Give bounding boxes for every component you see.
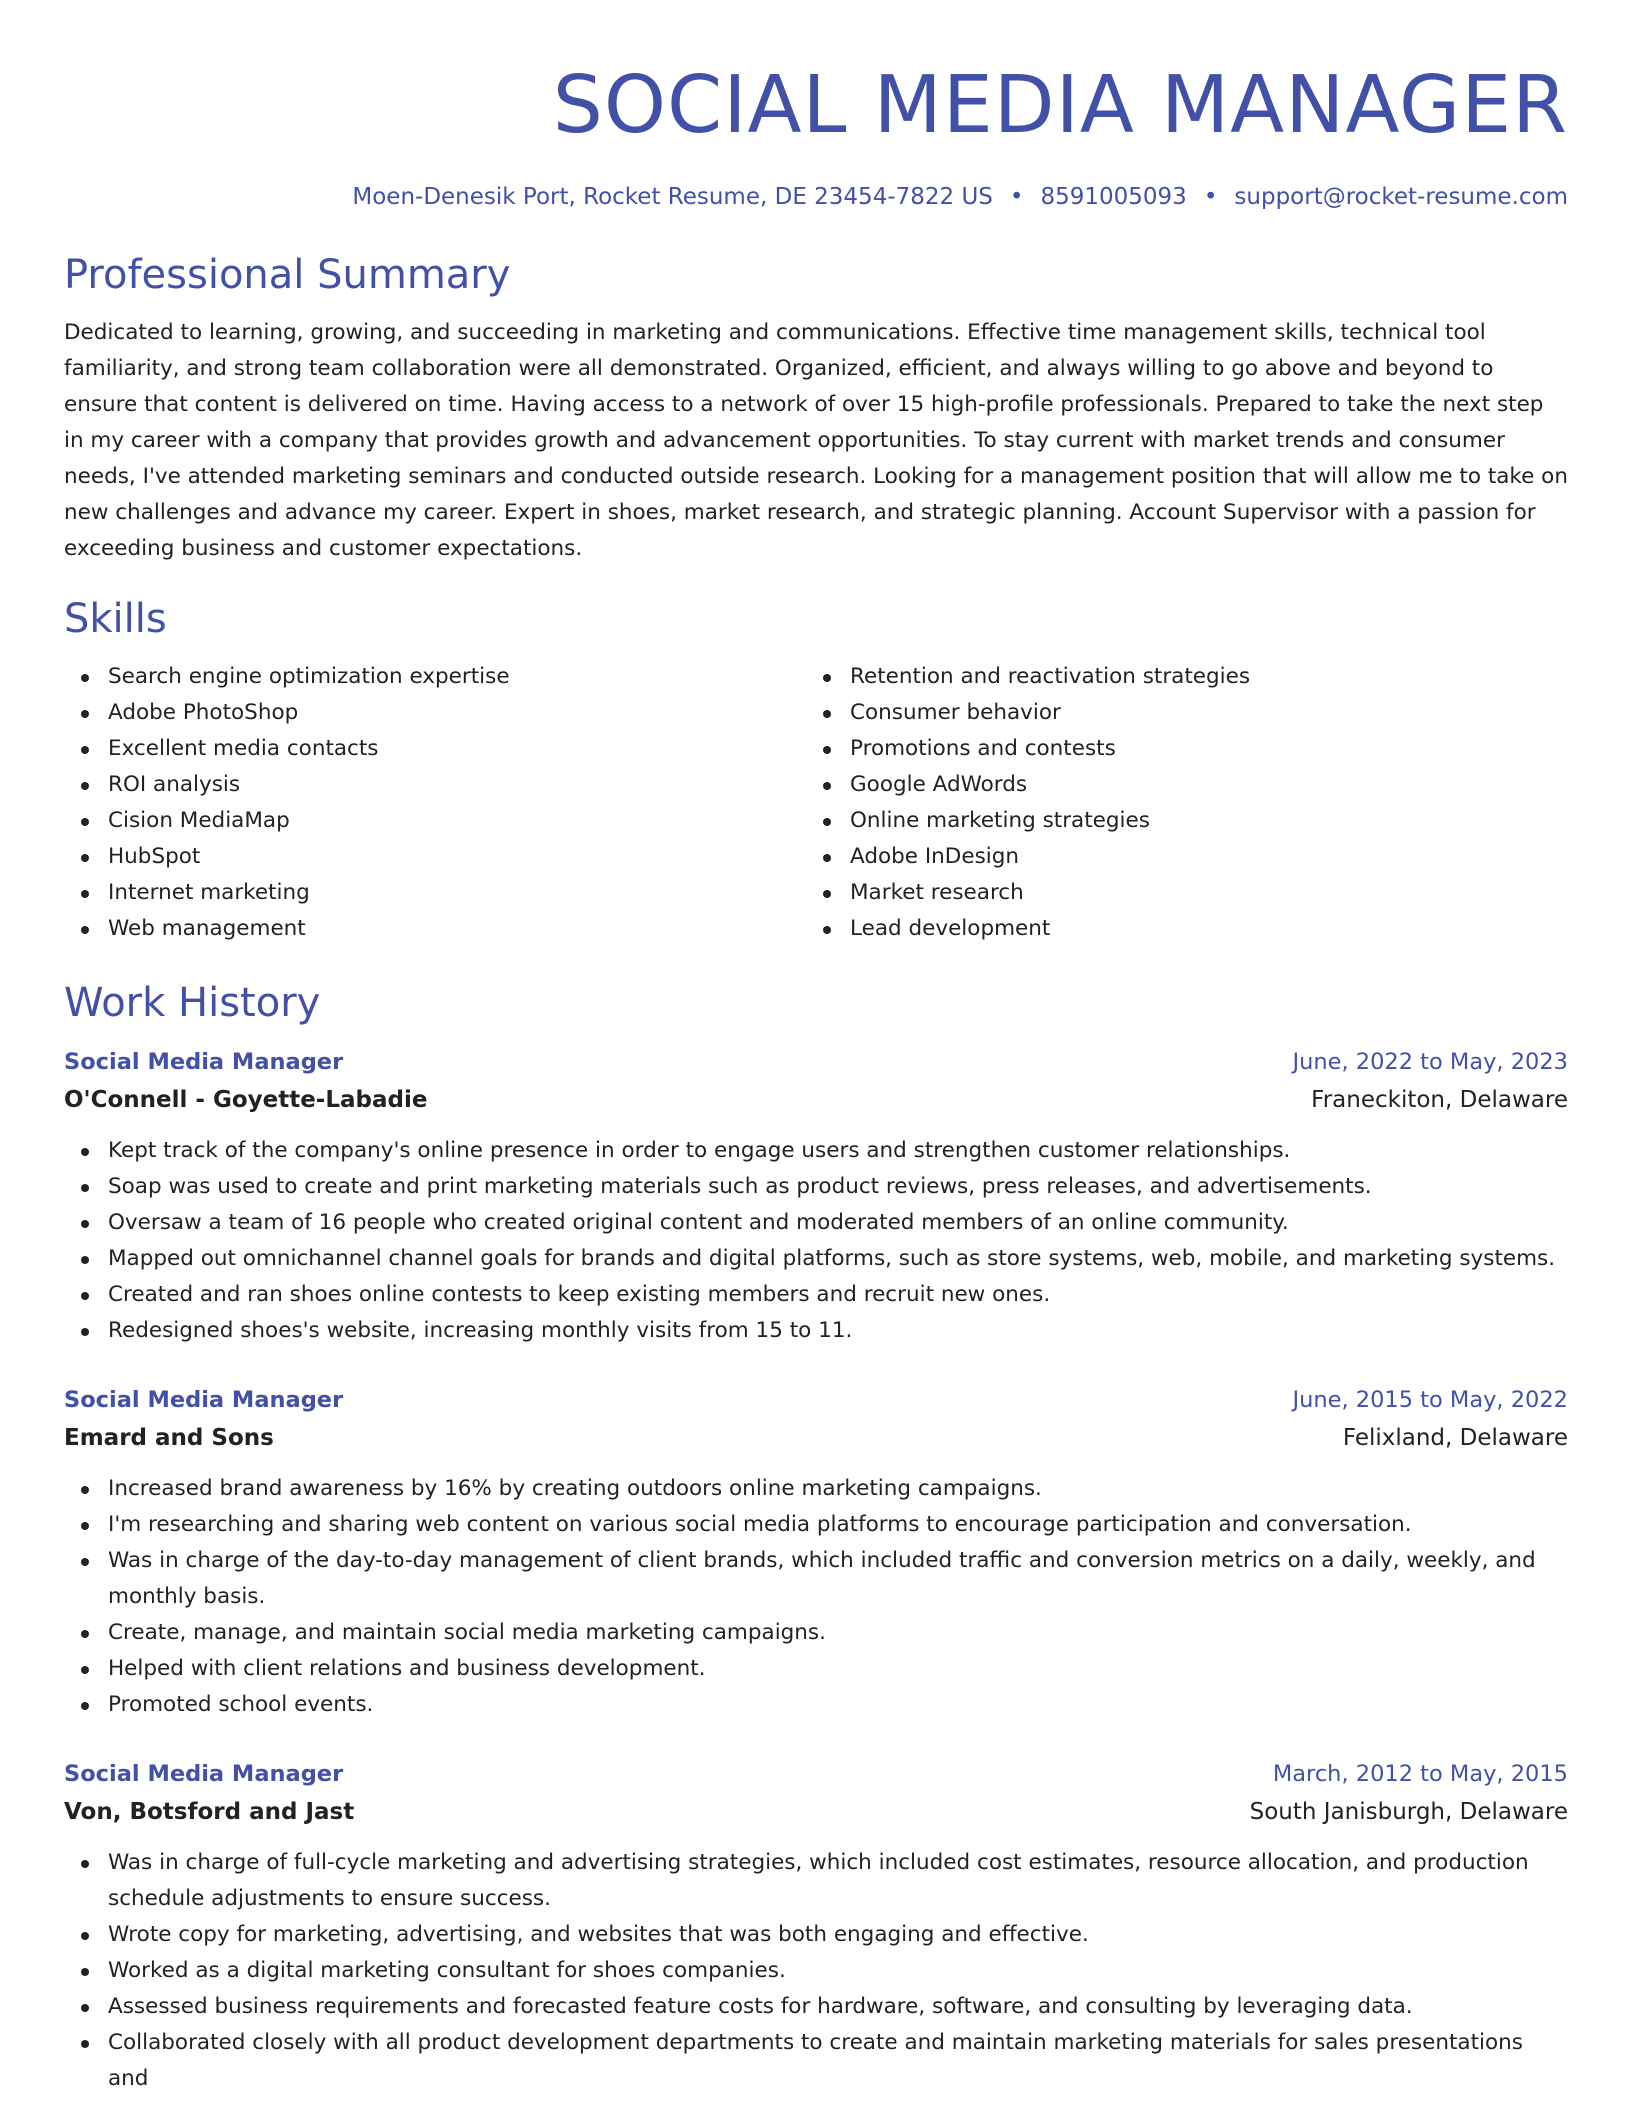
job-bullet: Redesigned shoes's website, increasing monthly visits from 15 to 11. — [64, 1313, 1568, 1349]
job-subheader — [64, 1793, 1568, 1831]
job-bullet: Soap was used to create and print marketing materials such as product reviews, press releases, and advertisements. — [64, 1169, 1568, 1205]
skill-item: Retention and reactivation strategies — [806, 659, 1548, 695]
skill-item: Google AdWords — [806, 767, 1548, 803]
job-bullet: Assessed business requirements and forecasted feature costs for hardware, software, and consulting by leveraging data. — [64, 1989, 1568, 2025]
job-bullet: Helped with client relations and business development. — [64, 1651, 1568, 1687]
work-history-heading: Work History — [64, 980, 321, 1026]
job-bullet: Oversaw a team of 16 people who created original content and moderated members of an online community. — [64, 1205, 1568, 1241]
skills-heading: Skills — [64, 596, 167, 642]
resume-name-heading: SOCIAL MEDIA MANAGER — [552, 59, 1568, 151]
job-bullet: Was in charge of full-cycle marketing and advertising strategies, which included cost estimates, resource allocation, and production schedule adjustments to ensure success. — [64, 1845, 1568, 1917]
job-bullet: Wrote copy for marketing, advertising, and websites that was both engaging and effective. — [64, 1917, 1568, 1953]
job-location: South Janisburgh, Delaware — [1249, 1799, 1568, 1825]
job-dates: June, 2015 to May, 2022 — [1292, 1387, 1568, 1413]
contact-line — [64, 180, 1568, 214]
job-company: Emard and Sons — [64, 1425, 274, 1451]
job-subheader — [64, 1419, 1568, 1457]
job-bullets — [64, 1133, 1568, 1349]
skill-item: Excellent media contacts — [64, 731, 806, 767]
job-bullet: Increased brand awareness by 16% by creating outdoors online marketing campaigns. — [64, 1471, 1568, 1507]
job-header — [64, 1043, 1568, 1081]
job-bullets — [64, 1471, 1568, 1723]
job-company: Von, Botsford and Jast — [64, 1799, 355, 1825]
skill-item: HubSpot — [64, 839, 806, 875]
skill-item: Online marketing strategies — [806, 803, 1548, 839]
skill-item: Internet marketing — [64, 875, 806, 911]
job-entry — [64, 1755, 1568, 2097]
job-location: Franeckiton, Delaware — [1311, 1087, 1568, 1113]
job-bullet: I'm researching and sharing web content on various social media platforms to encourage participation and conversation. — [64, 1507, 1568, 1543]
skill-item: Promotions and contests — [806, 731, 1548, 767]
job-entry — [64, 1043, 1568, 1349]
job-bullet: Kept track of the company's online presence in order to engage users and strengthen customer relationships. — [64, 1133, 1568, 1169]
contact-separator: • — [1009, 184, 1024, 210]
skills-list — [64, 659, 1568, 947]
skill-item: Adobe InDesign — [806, 839, 1548, 875]
skill-item: Market research — [806, 875, 1548, 911]
skills-column-left — [64, 659, 806, 947]
job-bullet: Worked as a digital marketing consultant for shoes companies. — [64, 1953, 1568, 1989]
job-bullet: Create, manage, and maintain social media marketing campaigns. — [64, 1615, 1568, 1651]
skill-item: ROI analysis — [64, 767, 806, 803]
summary-heading: Professional Summary — [64, 252, 511, 298]
job-header — [64, 1381, 1568, 1419]
job-title: Social Media Manager — [64, 1387, 344, 1413]
job-title: Social Media Manager — [64, 1049, 344, 1075]
job-dates: June, 2022 to May, 2023 — [1292, 1049, 1568, 1075]
contact-separator: • — [1203, 184, 1218, 210]
job-subheader — [64, 1081, 1568, 1119]
skill-item: Consumer behavior — [806, 695, 1548, 731]
job-dates: March, 2012 to May, 2015 — [1272, 1761, 1568, 1787]
resume-page — [64, 0, 1568, 2097]
address-text: Moen-Denesik Port, Rocket Resume, DE 23454-7822 US — [352, 184, 993, 210]
job-header — [64, 1755, 1568, 1793]
job-title: Social Media Manager — [64, 1761, 344, 1787]
skill-item: Lead development — [806, 911, 1548, 947]
email-text: support@rocket-resume.com — [1234, 184, 1568, 210]
job-company: O'Connell - Goyette-Labadie — [64, 1087, 428, 1113]
skill-item: Web management — [64, 911, 806, 947]
job-bullet: Was in charge of the day-to-day management of client brands, which included traffic and conversion metrics on a daily, weekly, and monthly basis. — [64, 1543, 1568, 1615]
skill-item: Search engine optimization expertise — [64, 659, 806, 695]
job-location: Felixland, Delaware — [1342, 1425, 1568, 1451]
job-bullet: Collaborated closely with all product development departments to create and maintain marketing materials for sales presentations and — [64, 2025, 1568, 2097]
summary-text: Dedicated to learning, growing, and succeeding in marketing and communications. Effective time management skills, technical tool familiarity, and strong team collaboration were all demonstrated. Organized, efficient, and always willing to go above and beyond to ensure that content is delivered on time. Having access to a network of over 15 high-profile professionals. Prepared to take the next step in my career with a company that provides growth and advancement opportunities. To stay current with market trends and consumer needs, I've attended marketing seminars and conducted outside research. Looking for a management position that will allow me to take on new challenges and advance my career. Expert in shoes, market research, and strategic planning. Account Supervisor with a passion for exceeding business and customer expectations. — [64, 320, 1568, 561]
skill-item: Adobe PhotoShop — [64, 695, 806, 731]
job-bullet: Mapped out omnichannel channel goals for brands and digital platforms, such as store systems, web, mobile, and marketing systems. — [64, 1241, 1568, 1277]
job-bullets — [64, 1845, 1568, 2097]
job-entry — [64, 1381, 1568, 1723]
job-bullet: Created and ran shoes online contests to keep existing members and recruit new ones. — [64, 1277, 1568, 1313]
skills-column-right — [806, 659, 1548, 947]
skill-item: Cision MediaMap — [64, 803, 806, 839]
phone-text: 8591005093 — [1040, 184, 1187, 210]
job-bullet: Promoted school events. — [64, 1687, 1568, 1723]
